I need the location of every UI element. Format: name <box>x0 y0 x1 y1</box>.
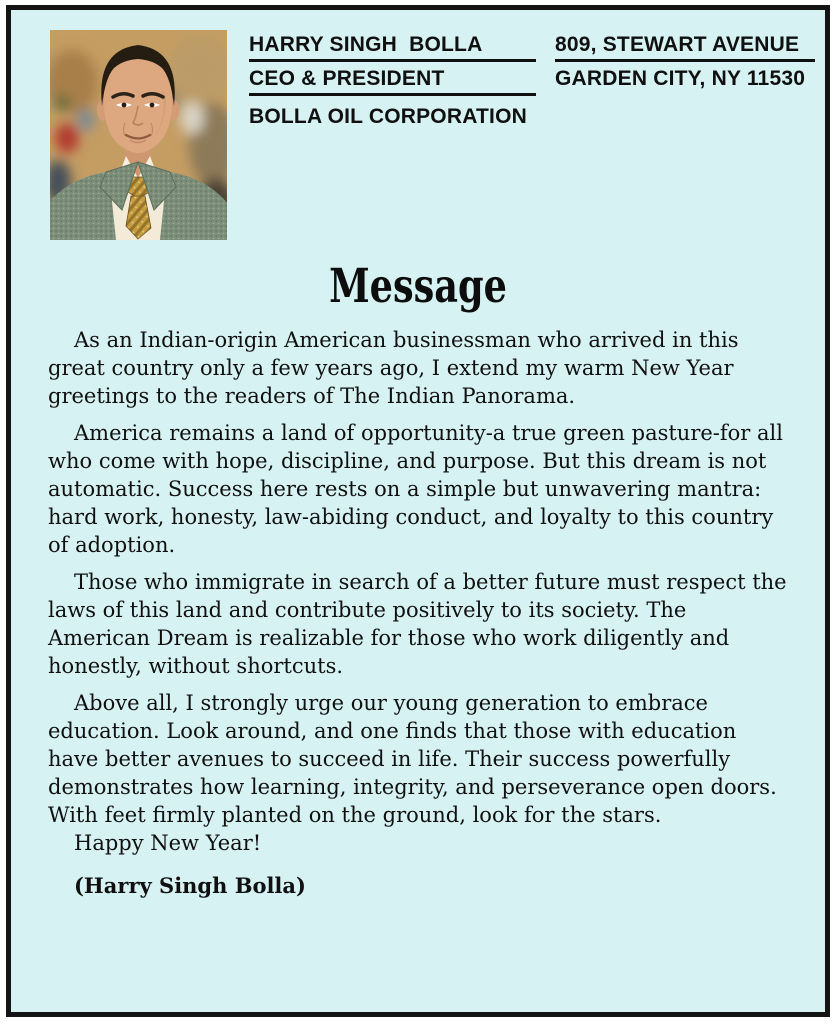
message-body <box>48 326 792 900</box>
portrait-photo <box>50 30 227 240</box>
header-role: CEO & PRESIDENT <box>249 68 536 96</box>
message-paragraph: As an Indian-origin American businessman who arrived in this great country only a few years ago, I extend my warm New Year greetings to the readers of The Indian Panorama. <box>48 328 739 408</box>
header-company: BOLLA OIL CORPORATION <box>249 105 527 128</box>
portrait-photo-illustration <box>50 30 227 240</box>
header-address-line2: GARDEN CITY, NY 11530 <box>555 67 806 90</box>
header-name: HARRY SINGH BOLLA <box>249 34 536 62</box>
message-closing: Happy New Year! <box>74 831 262 855</box>
message-paragraph: Those who immigrate in search of a better future must respect the laws of this land and contribute positively to its society. The American Dream is realizable for those who work diligently and honestly, without shortcuts. <box>48 570 787 678</box>
message-card <box>6 5 830 1017</box>
message-title-row <box>11 259 825 314</box>
message-title: Message <box>329 259 507 314</box>
message-signature: (Harry Singh Bolla) <box>74 873 306 898</box>
header-address-line1: 809, STEWART AVENUE <box>555 34 815 62</box>
message-paragraph: America remains a land of opportunity-a true green pasture-for all who come with hope, discipline, and purpose. But this dream is not automatic. Success here rests on a simple but unwavering mantra: hard work, honesty, law-abiding conduct, and loyalty to this country of adoption. <box>48 421 783 557</box>
message-paragraph: Above all, I strongly urge our young generation to embrace education. Look around, and one finds that those with education have better avenues to succeed in life. Their success powerfully demonstrates how learning, integrity, and perseverance open doors. With feet firmly planted on the ground, look for the stars. <box>48 691 777 827</box>
